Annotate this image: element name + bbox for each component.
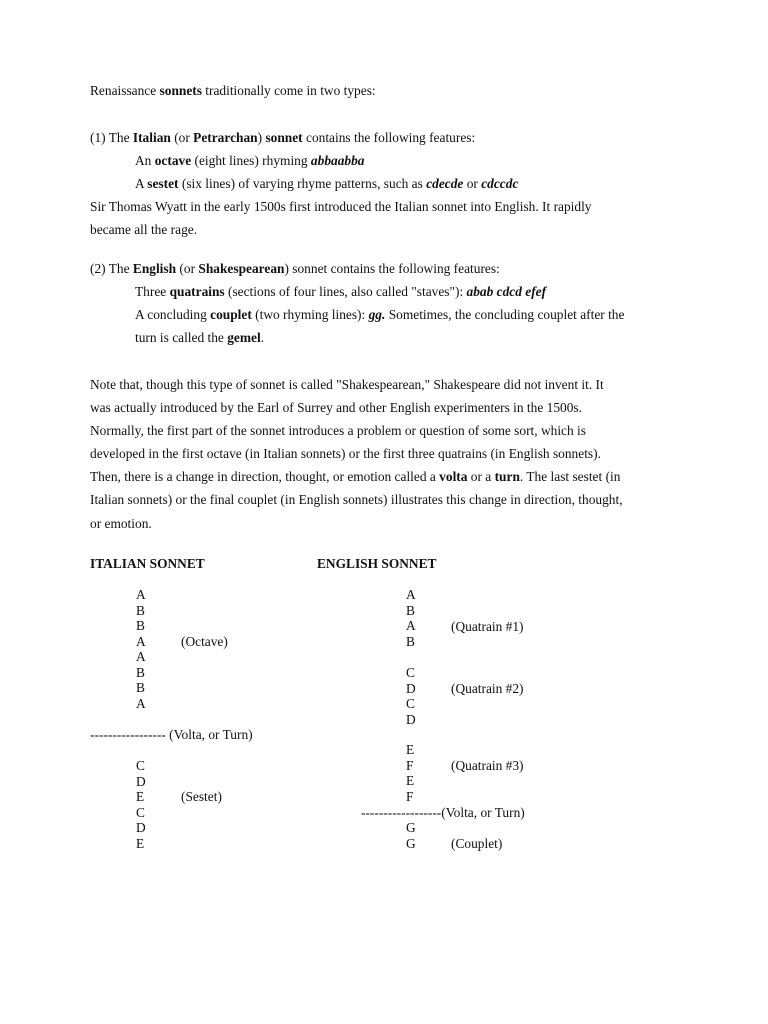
english-volta-line: ------------------(Volta, or Turn) <box>361 805 525 820</box>
quatrain-rhyme: abab cdcd efef <box>466 284 547 299</box>
english-line-1 <box>90 261 500 277</box>
italian-octave-letter: A <box>136 587 146 602</box>
italian-sestet-letter: C <box>136 758 145 773</box>
sestet-bold: sestet <box>147 176 179 191</box>
note-line-3: Normally, the first part of the sonnet introduces a problem or question of some sort, which is <box>90 423 586 438</box>
english-line-3 <box>135 307 624 323</box>
english-bold: English <box>132 261 177 276</box>
english-q3-letter: F <box>406 788 414 804</box>
note-line-5 <box>90 469 620 485</box>
english-q2-letter: C <box>406 665 415 680</box>
italian-line-5: became all the rage. <box>90 222 198 237</box>
english-q1-letter: B <box>406 633 415 649</box>
octave-label: (Octave) <box>181 634 228 649</box>
italian-line-1 <box>90 130 475 146</box>
english-text: Sometimes, the concluding couplet after the <box>385 307 625 322</box>
note-line-6: Italian sonnets) or the final couplet (in English sonnets) illustrates this change in direction, thought, <box>90 492 623 507</box>
english-q2-letter: D <box>406 711 416 727</box>
intro-line <box>90 83 376 99</box>
octave-bold: octave <box>154 153 192 168</box>
turn-bold: turn <box>494 469 520 484</box>
italian-sestet-letter: C <box>136 804 145 820</box>
intro-bold-sonnets: sonnets <box>159 83 202 98</box>
italian-text: or <box>463 176 482 191</box>
italian-octave-letter: B <box>136 680 145 695</box>
italian-line-2 <box>135 153 364 169</box>
note-line-7: or emotion. <box>90 516 152 531</box>
couplet-bold: couplet <box>210 307 252 322</box>
italian-volta-line: ----------------- (Volta, or Turn) <box>90 727 253 742</box>
english-couplet-letter: G <box>406 820 416 835</box>
english-q1-letter: B <box>406 602 415 618</box>
italian-text: (1) The <box>90 130 133 145</box>
english-text: (2) The <box>90 261 133 276</box>
english-text: (sections of four lines, also called "staves"): <box>224 284 467 299</box>
italian-octave-letter: B <box>136 602 145 618</box>
italian-bold: Italian <box>132 130 171 145</box>
english-text: ) sonnet contains the following features: <box>284 261 500 276</box>
note-text: . The last sestet (in <box>519 469 621 484</box>
couplet-rhyme: gg. <box>368 307 386 322</box>
italian-line-4: Sir Thomas Wyatt in the early 1500s first introduced the Italian sonnet into English. It rapidly <box>90 199 592 214</box>
italian-octave-letter: B <box>136 618 145 633</box>
english-line-4 <box>135 330 264 346</box>
sonnet-bold: sonnet <box>265 130 303 145</box>
english-text: A concluding <box>135 307 211 322</box>
gemel-bold: gemel <box>227 330 261 345</box>
italian-octave-letter: A <box>136 633 146 649</box>
english-text: Three <box>135 284 170 299</box>
note-text: or a <box>467 469 495 484</box>
english-couplet-letter: G <box>406 835 416 851</box>
italian-octave-letter: B <box>136 664 145 680</box>
italian-text: (or <box>170 130 194 145</box>
english-text: . <box>260 330 265 345</box>
volta-bold: volta <box>439 469 468 484</box>
couplet-label: (Couplet) <box>451 836 503 851</box>
english-q1-letter: A <box>406 618 416 633</box>
english-q3-letter: F <box>406 757 414 773</box>
note-text: Then, there is a change in direction, thought, or emotion called a <box>90 469 440 484</box>
italian-line-3 <box>135 176 518 192</box>
sestet-label: (Sestet) <box>181 789 222 804</box>
sestet-rhyme-2: cdccdc <box>481 176 519 191</box>
italian-text: An <box>135 153 155 168</box>
italian-sestet-letter: E <box>136 835 145 851</box>
italian-text: (eight lines) rhyming <box>191 153 311 168</box>
petrarchan-bold: Petrarchan <box>193 130 258 145</box>
octave-rhyme: abbaabba <box>310 153 365 168</box>
quatrain-2-label: (Quatrain #2) <box>451 681 524 696</box>
note-line-2: was actually introduced by the Earl of Surrey and other English experimenters in the 1500s. <box>90 400 582 415</box>
italian-text: ) <box>257 130 266 145</box>
italian-text: A <box>135 176 148 191</box>
english-text: turn is called the <box>135 330 228 345</box>
english-text: (two rhyming lines): <box>251 307 369 322</box>
english-sonnet-heading: ENGLISH SONNET <box>317 556 437 571</box>
quatrains-bold: quatrains <box>169 284 225 299</box>
quatrain-3-label: (Quatrain #3) <box>451 758 524 773</box>
english-q1-letter: A <box>406 587 416 602</box>
italian-sestet-letter: D <box>136 820 146 835</box>
italian-octave-letter: A <box>136 695 146 711</box>
intro-text: Renaissance <box>90 83 160 98</box>
note-line-1: Note that, though this type of sonnet is called "Shakespearean," Shakespeare did not invent it. It <box>90 377 604 392</box>
english-line-2 <box>135 284 546 300</box>
sestet-rhyme-1: cdecde <box>426 176 464 191</box>
intro-text-end: traditionally come in two types: <box>201 83 376 98</box>
english-q2-letter: C <box>406 696 415 711</box>
english-q2-letter: D <box>406 680 416 696</box>
italian-text: (six lines) of varying rhyme patterns, such as <box>178 176 427 191</box>
italian-sonnet-heading: ITALIAN SONNET <box>90 556 205 571</box>
italian-sestet-letter: E <box>136 789 145 804</box>
italian-octave-letter: A <box>136 649 146 664</box>
italian-sestet-letter: D <box>136 773 146 789</box>
note-line-4: developed in the first octave (in Italian sonnets) or the first three quatrains (in English sonnets). <box>90 446 601 461</box>
quatrain-1-label: (Quatrain #1) <box>451 619 524 634</box>
english-text: (or <box>176 261 199 276</box>
shakespearean-bold: Shakespearean <box>198 261 285 276</box>
english-q3-letter: E <box>406 773 415 788</box>
english-q3-letter: E <box>406 742 415 757</box>
italian-text: contains the following features: <box>302 130 476 145</box>
